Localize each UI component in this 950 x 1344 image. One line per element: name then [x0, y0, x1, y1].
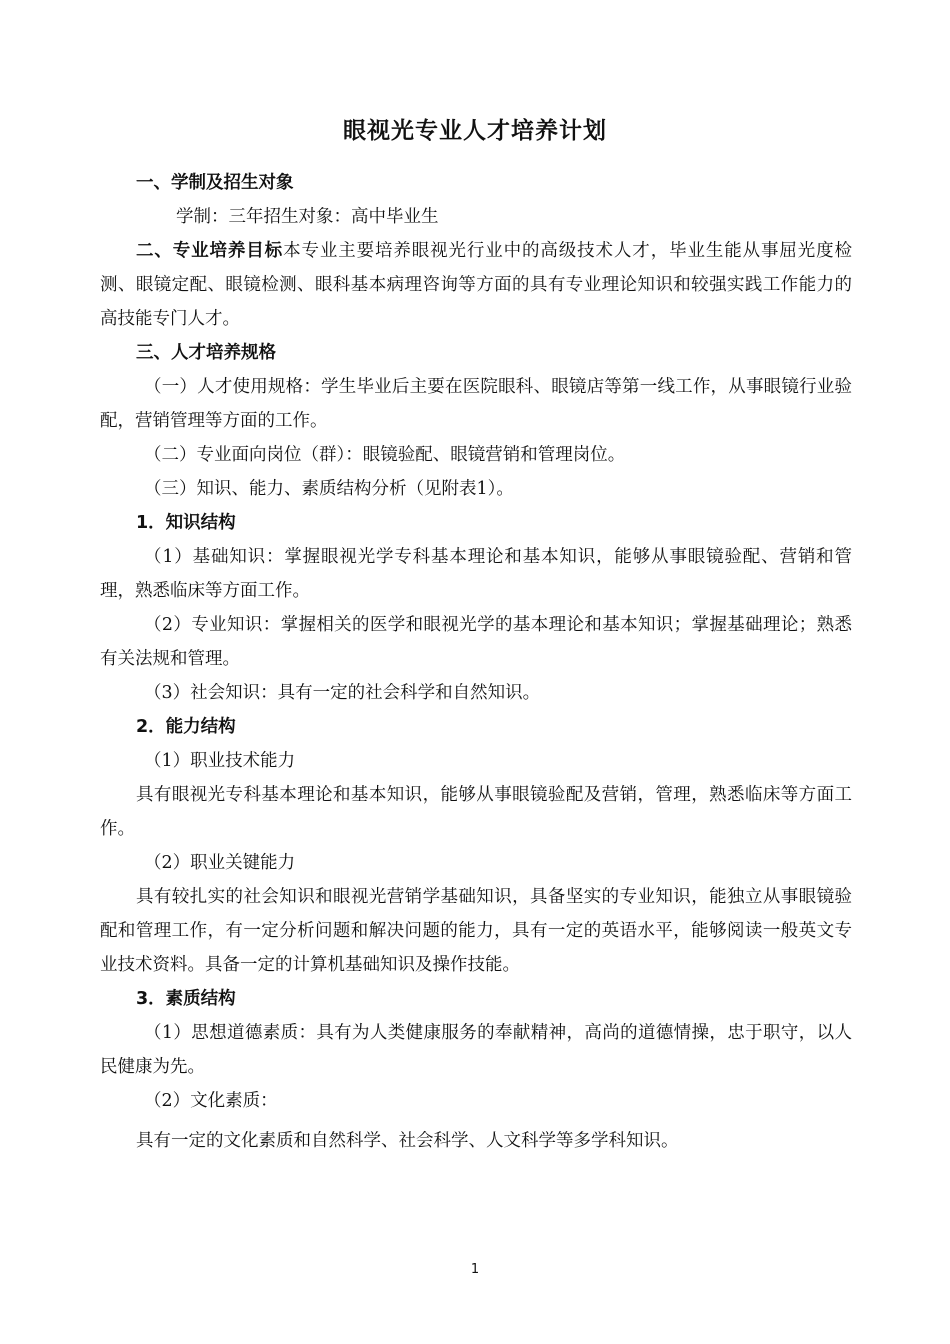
- talent-usage-paragraph: （一）人才使用规格：学生毕业后主要在医院眼科、眼镜店等第一线工作，从事眼镜行业验配，营销管理等方面的工作。: [100, 377, 852, 431]
- basic-knowledge-paragraph: （1）基础知识：掌握眼视光学专科基本理论和基本知识，能够从事眼镜验配、营销和管理，熟悉临床等方面工作。: [100, 547, 852, 601]
- structure-analysis-paragraph: （三）知识、能力、素质结构分析（见附表1）。: [144, 479, 514, 499]
- cultural-quality-title: （2）文化素质：: [144, 1091, 278, 1111]
- moral-quality-paragraph: （1）思想道德素质：具有为人类健康服务的奉献精神，高尚的道德情操，忠于职守，以人民健康为先。: [100, 1023, 852, 1077]
- technical-ability-title: （1）职业技术能力: [144, 751, 296, 771]
- document-title: 眼视光专业人才培养计划: [343, 118, 607, 144]
- document-body: [100, 166, 852, 1158]
- knowledge-structure-heading: 1．知识结构: [136, 513, 236, 533]
- section-heading-3: 三、人才培养规格: [136, 343, 276, 363]
- key-ability-title: （2）职业关键能力: [144, 853, 296, 873]
- section-heading-1: 一、学制及招生对象: [136, 173, 294, 193]
- section-heading-2: 二、专业培养目标: [136, 241, 284, 261]
- cultural-quality-text: 具有一定的文化素质和自然科学、社会科学、人文科学等多学科知识。: [136, 1131, 679, 1151]
- page-number: 1: [470, 1262, 480, 1277]
- training-goal-text: 本专业主要培养眼视光行业中的高级技术人才，毕业生能从事屈光度检测、眼镜定配、眼镜检测、眼科基本病理咨询等方面的具有专业理论知识和较强实践工作能力的高技能专门人才。: [100, 241, 853, 329]
- enrollment-text: 学制：三年招生对象：高中毕业生: [176, 207, 439, 227]
- job-position-paragraph: （二）专业面向岗位（群）：眼镜验配、眼镜营销和管理岗位。: [144, 445, 626, 465]
- social-knowledge-paragraph: （3）社会知识：具有一定的社会科学和自然知识。: [144, 683, 541, 703]
- ability-structure-heading: 2．能力结构: [136, 717, 236, 737]
- quality-structure-heading: 3．素质结构: [136, 989, 236, 1009]
- professional-knowledge-paragraph: （2）专业知识：掌握相关的医学和眼视光学的基本理论和基本知识；掌握基础理论；熟悉有关法规和管理。: [100, 615, 852, 669]
- technical-ability-text: 具有眼视光专科基本理论和基本知识，能够从事眼镜验配及营销，管理，熟悉临床等方面工作。: [100, 785, 852, 839]
- key-ability-text: 具有较扎实的社会知识和眼视光营销学基础知识，具备坚实的专业知识，能独立从事眼镜验配和管理工作，有一定分析问题和解决问题的能力，具有一定的英语水平，能够阅读一般英文专业技术资料。具备一定的计算机基础知识及操作技能。: [100, 887, 852, 975]
- section-2-paragraph: [100, 234, 852, 336]
